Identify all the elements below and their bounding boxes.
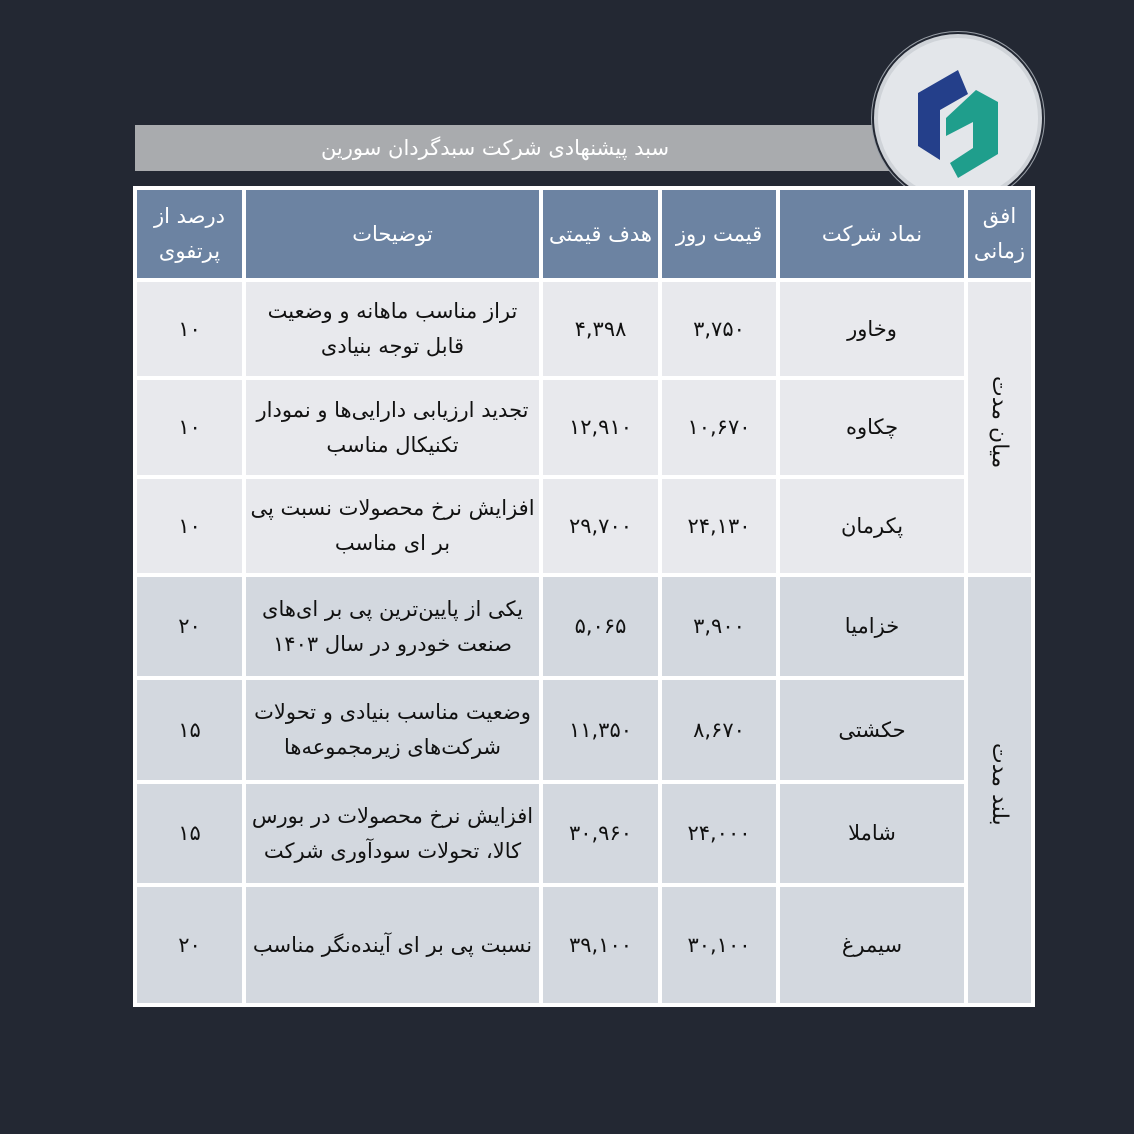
symbol-cell: چکاوه (778, 378, 966, 477)
price-cell: ۲۴,۱۳۰ (660, 477, 778, 575)
weight-cell: ۱۵ (135, 782, 244, 885)
target-cell: ۵,۰۶۵ (541, 575, 660, 678)
symbol-cell: وخاور (778, 280, 966, 378)
weight-cell: ۲۰ (135, 575, 244, 678)
symbol-cell: سیمرغ (778, 885, 966, 1005)
table-row (135, 477, 1033, 575)
table-row (135, 378, 1033, 477)
target-cell: ۴,۳۹۸ (541, 280, 660, 378)
price-cell: ۳,۷۵۰ (660, 280, 778, 378)
header-target: هدف قیمتی (541, 188, 660, 280)
symbol-cell: پکرمان (778, 477, 966, 575)
target-cell: ۱۱,۳۵۰ (541, 678, 660, 782)
portfolio-table (133, 186, 1035, 1007)
table-row (135, 885, 1033, 1005)
target-cell: ۳۰,۹۶۰ (541, 782, 660, 885)
horizon-cell (966, 280, 1033, 575)
table-row (135, 575, 1033, 678)
header-weight: درصد از پرتفوی (135, 188, 244, 280)
weight-cell: ۲۰ (135, 885, 244, 1005)
table-row (135, 280, 1033, 378)
price-cell: ۳,۹۰۰ (660, 575, 778, 678)
desc-cell: وضعیت مناسب بنیادی و تحولات شرکت‌های زیرمجموعه‌ها (244, 678, 541, 782)
horizon-cell (966, 575, 1033, 1005)
symbol-cell: خزامیا (778, 575, 966, 678)
page-title: سبد پیشنهادی شرکت سبدگردان سورین (135, 125, 925, 171)
header-price: قیمت روز (660, 188, 778, 280)
horizon-label: بلند مدت (987, 743, 1012, 826)
symbol-cell: حکشتی (778, 678, 966, 782)
header-row (135, 188, 1033, 280)
weight-cell: ۱۵ (135, 678, 244, 782)
table-row (135, 678, 1033, 782)
table-row (135, 782, 1033, 885)
desc-cell: تراز مناسب ماهانه و وضعیت قابل توجه بنیادی (244, 280, 541, 378)
desc-cell: افزایش نرخ محصولات نسبت پی بر ای مناسب (244, 477, 541, 575)
price-cell: ۳۰,۱۰۰ (660, 885, 778, 1005)
price-cell: ۲۴,۰۰۰ (660, 782, 778, 885)
price-cell: ۱۰,۶۷۰ (660, 378, 778, 477)
target-cell: ۲۹,۷۰۰ (541, 477, 660, 575)
weight-cell: ۱۰ (135, 280, 244, 378)
target-cell: ۳۹,۱۰۰ (541, 885, 660, 1005)
weight-cell: ۱۰ (135, 477, 244, 575)
horizon-label: میان مدت (987, 375, 1012, 469)
logo-icon (878, 38, 1038, 198)
header-symbol: نماد شرکت (778, 188, 966, 280)
desc-cell: یکی از پایین‌ترین پی بر ای‌های صنعت خودرو در سال ۱۴۰۳ (244, 575, 541, 678)
desc-cell: نسبت پی بر ای آینده‌نگر مناسب (244, 885, 541, 1005)
target-cell: ۱۲,۹۱۰ (541, 378, 660, 477)
desc-cell: افزایش نرخ محصولات در بورس کالا، تحولات سودآوری شرکت (244, 782, 541, 885)
header-horizon: افق زمانی (966, 188, 1033, 280)
desc-cell: تجدید ارزیابی دارایی‌ها و نمودار تکنیکال مناسب (244, 378, 541, 477)
symbol-cell: شاملا (778, 782, 966, 885)
price-cell: ۸,۶۷۰ (660, 678, 778, 782)
weight-cell: ۱۰ (135, 378, 244, 477)
company-logo (878, 38, 1038, 198)
header-desc: توضیحات (244, 188, 541, 280)
